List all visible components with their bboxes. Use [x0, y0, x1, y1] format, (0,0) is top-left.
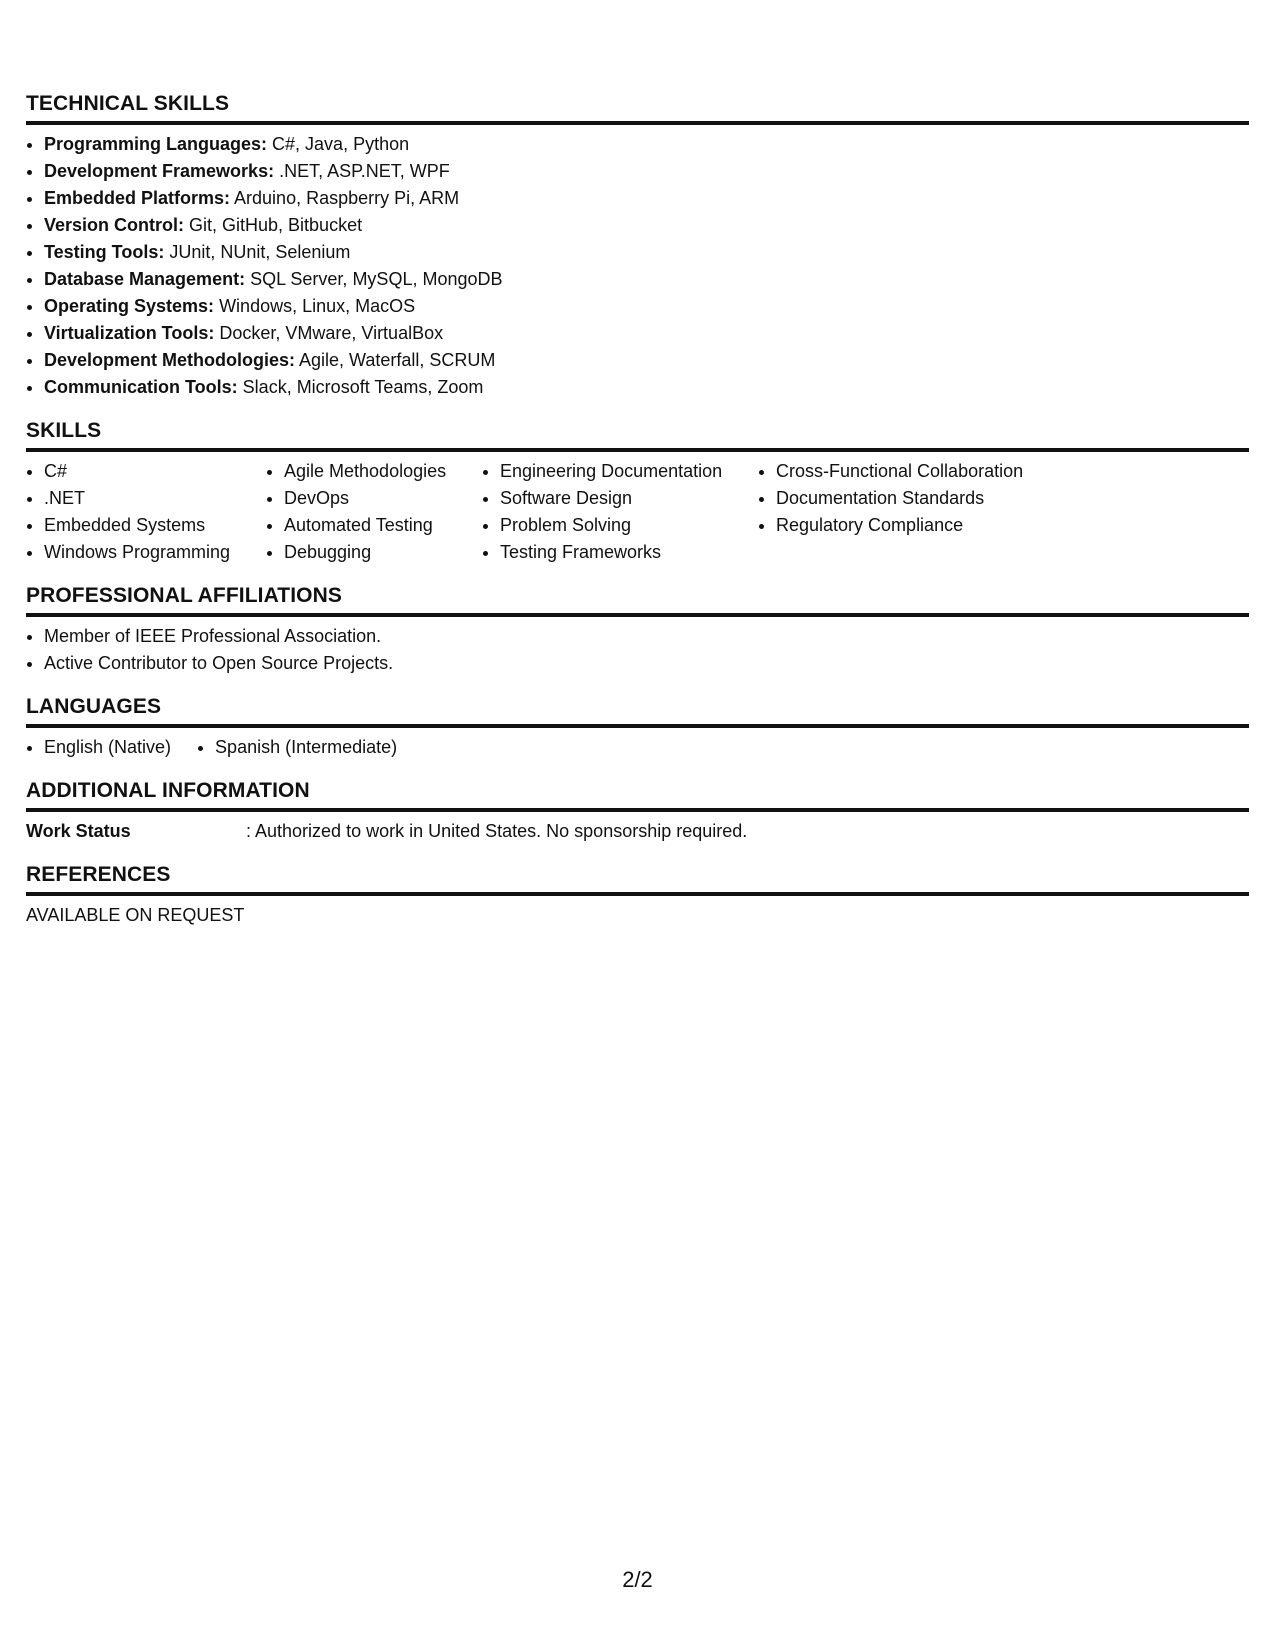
section-title-affiliations: PROFESSIONAL AFFILIATIONS	[26, 584, 1249, 617]
technical-skill-label: Testing Tools:	[44, 242, 165, 262]
technical-skill-item	[44, 239, 1249, 266]
skill-item: • Problem Solving	[500, 512, 758, 539]
skill-item: • Engineering Documentation	[500, 458, 758, 485]
skills-column	[758, 458, 1096, 566]
technical-skill-item	[44, 212, 1249, 239]
affiliation-item: • Member of IEEE Professional Association.	[44, 623, 1249, 650]
skill-item: • Embedded Systems	[44, 512, 266, 539]
technical-skill-value: Slack, Microsoft Teams, Zoom	[237, 377, 484, 397]
technical-skill-item	[44, 158, 1249, 185]
technical-skill-label: Embedded Platforms:	[44, 188, 231, 208]
technical-skill-label: Database Management:	[44, 269, 246, 289]
technical-skill-item	[44, 347, 1249, 374]
technical-skill-label: Virtualization Tools:	[44, 323, 215, 343]
skill-item: • Agile Methodologies	[284, 458, 482, 485]
technical-skill-item	[44, 131, 1249, 158]
technical-skill-item	[44, 374, 1249, 401]
skill-item: • .NET	[44, 485, 266, 512]
affiliations-section	[26, 584, 1249, 677]
page-number: 2/2	[622, 1567, 653, 1592]
languages-section	[26, 695, 1249, 761]
work-status-label: Work Status	[26, 821, 131, 841]
section-title-skills: SKILLS	[26, 419, 1249, 452]
skill-item: • Windows Programming	[44, 539, 266, 566]
technical-skill-label: Operating Systems:	[44, 296, 215, 316]
references-text: AVAILABLE ON REQUEST	[26, 905, 245, 925]
references-section	[26, 863, 1249, 929]
technical-skill-item	[44, 185, 1249, 212]
skills-column	[482, 458, 758, 566]
language-item: • English (Native)	[44, 734, 171, 761]
additional-info-section	[26, 779, 1249, 845]
technical-skill-value: C#, Java, Python	[267, 134, 410, 154]
technical-skill-value: Windows, Linux, MacOS	[214, 296, 416, 316]
technical-skill-value: JUnit, NUnit, Selenium	[164, 242, 351, 262]
skill-item: • Automated Testing	[284, 512, 482, 539]
work-status-row	[26, 818, 1249, 845]
technical-skill-label: Development Frameworks:	[44, 161, 275, 181]
technical-skill-label: Programming Languages:	[44, 134, 268, 154]
skill-item: • Software Design	[500, 485, 758, 512]
resume-page	[26, 92, 1249, 947]
work-status-value: : Authorized to work in United States. No sponsorship required.	[246, 821, 748, 841]
section-title-references: REFERENCES	[26, 863, 1249, 896]
skills-column	[26, 458, 266, 566]
skill-item: • Cross-Functional Collaboration	[776, 458, 1096, 485]
technical-skill-value: Git, GitHub, Bitbucket	[184, 215, 363, 235]
technical-skill-value: Agile, Waterfall, SCRUM	[295, 350, 496, 370]
skill-item: • C#	[44, 458, 266, 485]
technical-skill-value: Docker, VMware, VirtualBox	[214, 323, 444, 343]
technical-skill-item	[44, 266, 1249, 293]
skill-item: • Testing Frameworks	[500, 539, 758, 566]
technical-skills-section	[26, 92, 1249, 401]
skill-item: • Debugging	[284, 539, 482, 566]
skills-column	[266, 458, 482, 566]
skill-item: • Regulatory Compliance	[776, 512, 1096, 539]
skills-section	[26, 419, 1249, 566]
languages-list	[26, 734, 1249, 761]
section-title-additional-info: ADDITIONAL INFORMATION	[26, 779, 1249, 812]
skill-item: • DevOps	[284, 485, 482, 512]
skill-item: • Documentation Standards	[776, 485, 1096, 512]
technical-skill-value: Arduino, Raspberry Pi, ARM	[230, 188, 460, 208]
technical-skill-label: Version Control:	[44, 215, 185, 235]
technical-skills-list	[26, 131, 1249, 401]
technical-skill-label: Development Methodologies:	[44, 350, 296, 370]
technical-skill-item	[44, 293, 1249, 320]
affiliations-list	[26, 623, 1249, 677]
language-item: • Spanish (Intermediate)	[215, 734, 397, 761]
skills-grid	[26, 458, 1249, 566]
affiliation-item: • Active Contributor to Open Source Projects.	[44, 650, 1249, 677]
section-title-languages: LANGUAGES	[26, 695, 1249, 728]
technical-skill-item	[44, 320, 1249, 347]
technical-skill-label: Communication Tools:	[44, 377, 238, 397]
technical-skill-value: SQL Server, MySQL, MongoDB	[245, 269, 503, 289]
section-title-technical-skills: TECHNICAL SKILLS	[26, 92, 1249, 125]
technical-skill-value: .NET, ASP.NET, WPF	[274, 161, 450, 181]
